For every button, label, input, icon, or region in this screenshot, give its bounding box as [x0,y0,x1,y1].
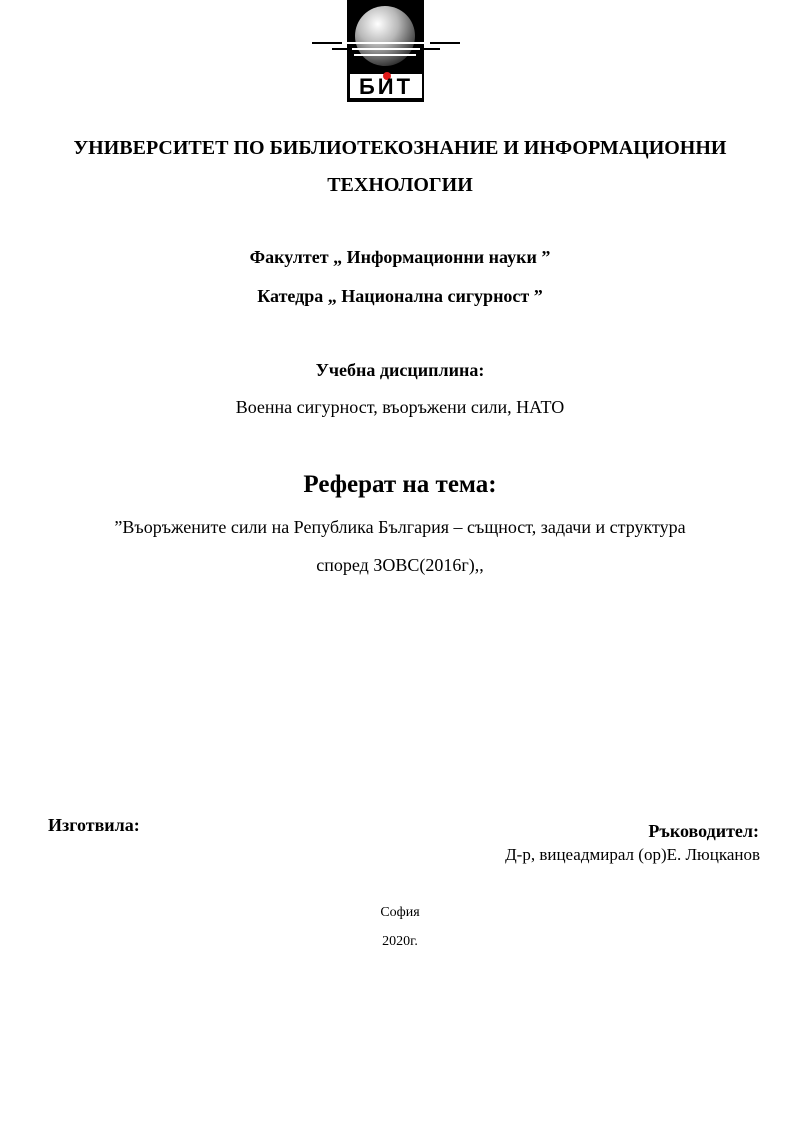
footer-city: София [380,905,420,920]
supervisor-name: Д-р, вицеадмирал (ор)Е. Люцканов [505,845,760,864]
faculty-name: Факултет „ Информационни науки ” [249,247,551,267]
discipline-name: Военна сигурност, въоръжени сили, НАТО [235,397,565,417]
report-topic-line1: ”Въоръжените сили на Република България – същност, задачи и структура [114,517,686,537]
department-name: Катедра „ Национална сигурност ” [257,286,543,306]
university-name-line1: УНИВЕРСИТЕТ ПО БИБЛИОТЕКОЗНАНИЕ И ИНФОРМАЦИОННИ [73,137,727,159]
university-name-line2: ТЕХНОЛОГИИ [327,174,473,196]
university-logo [312,0,460,102]
report-topic-line2: според ЗОВС(2016г),, [316,555,484,575]
discipline-label: Учебна дисциплина: [315,360,485,380]
footer-year: 2020г. [382,934,418,949]
university-name [40,130,760,204]
author-label: Изготвила: [48,815,140,835]
supervisor-label: Ръководител: [648,821,759,841]
report-heading: Реферат на тема: [303,471,497,498]
logo-text: БИТ [358,74,414,99]
